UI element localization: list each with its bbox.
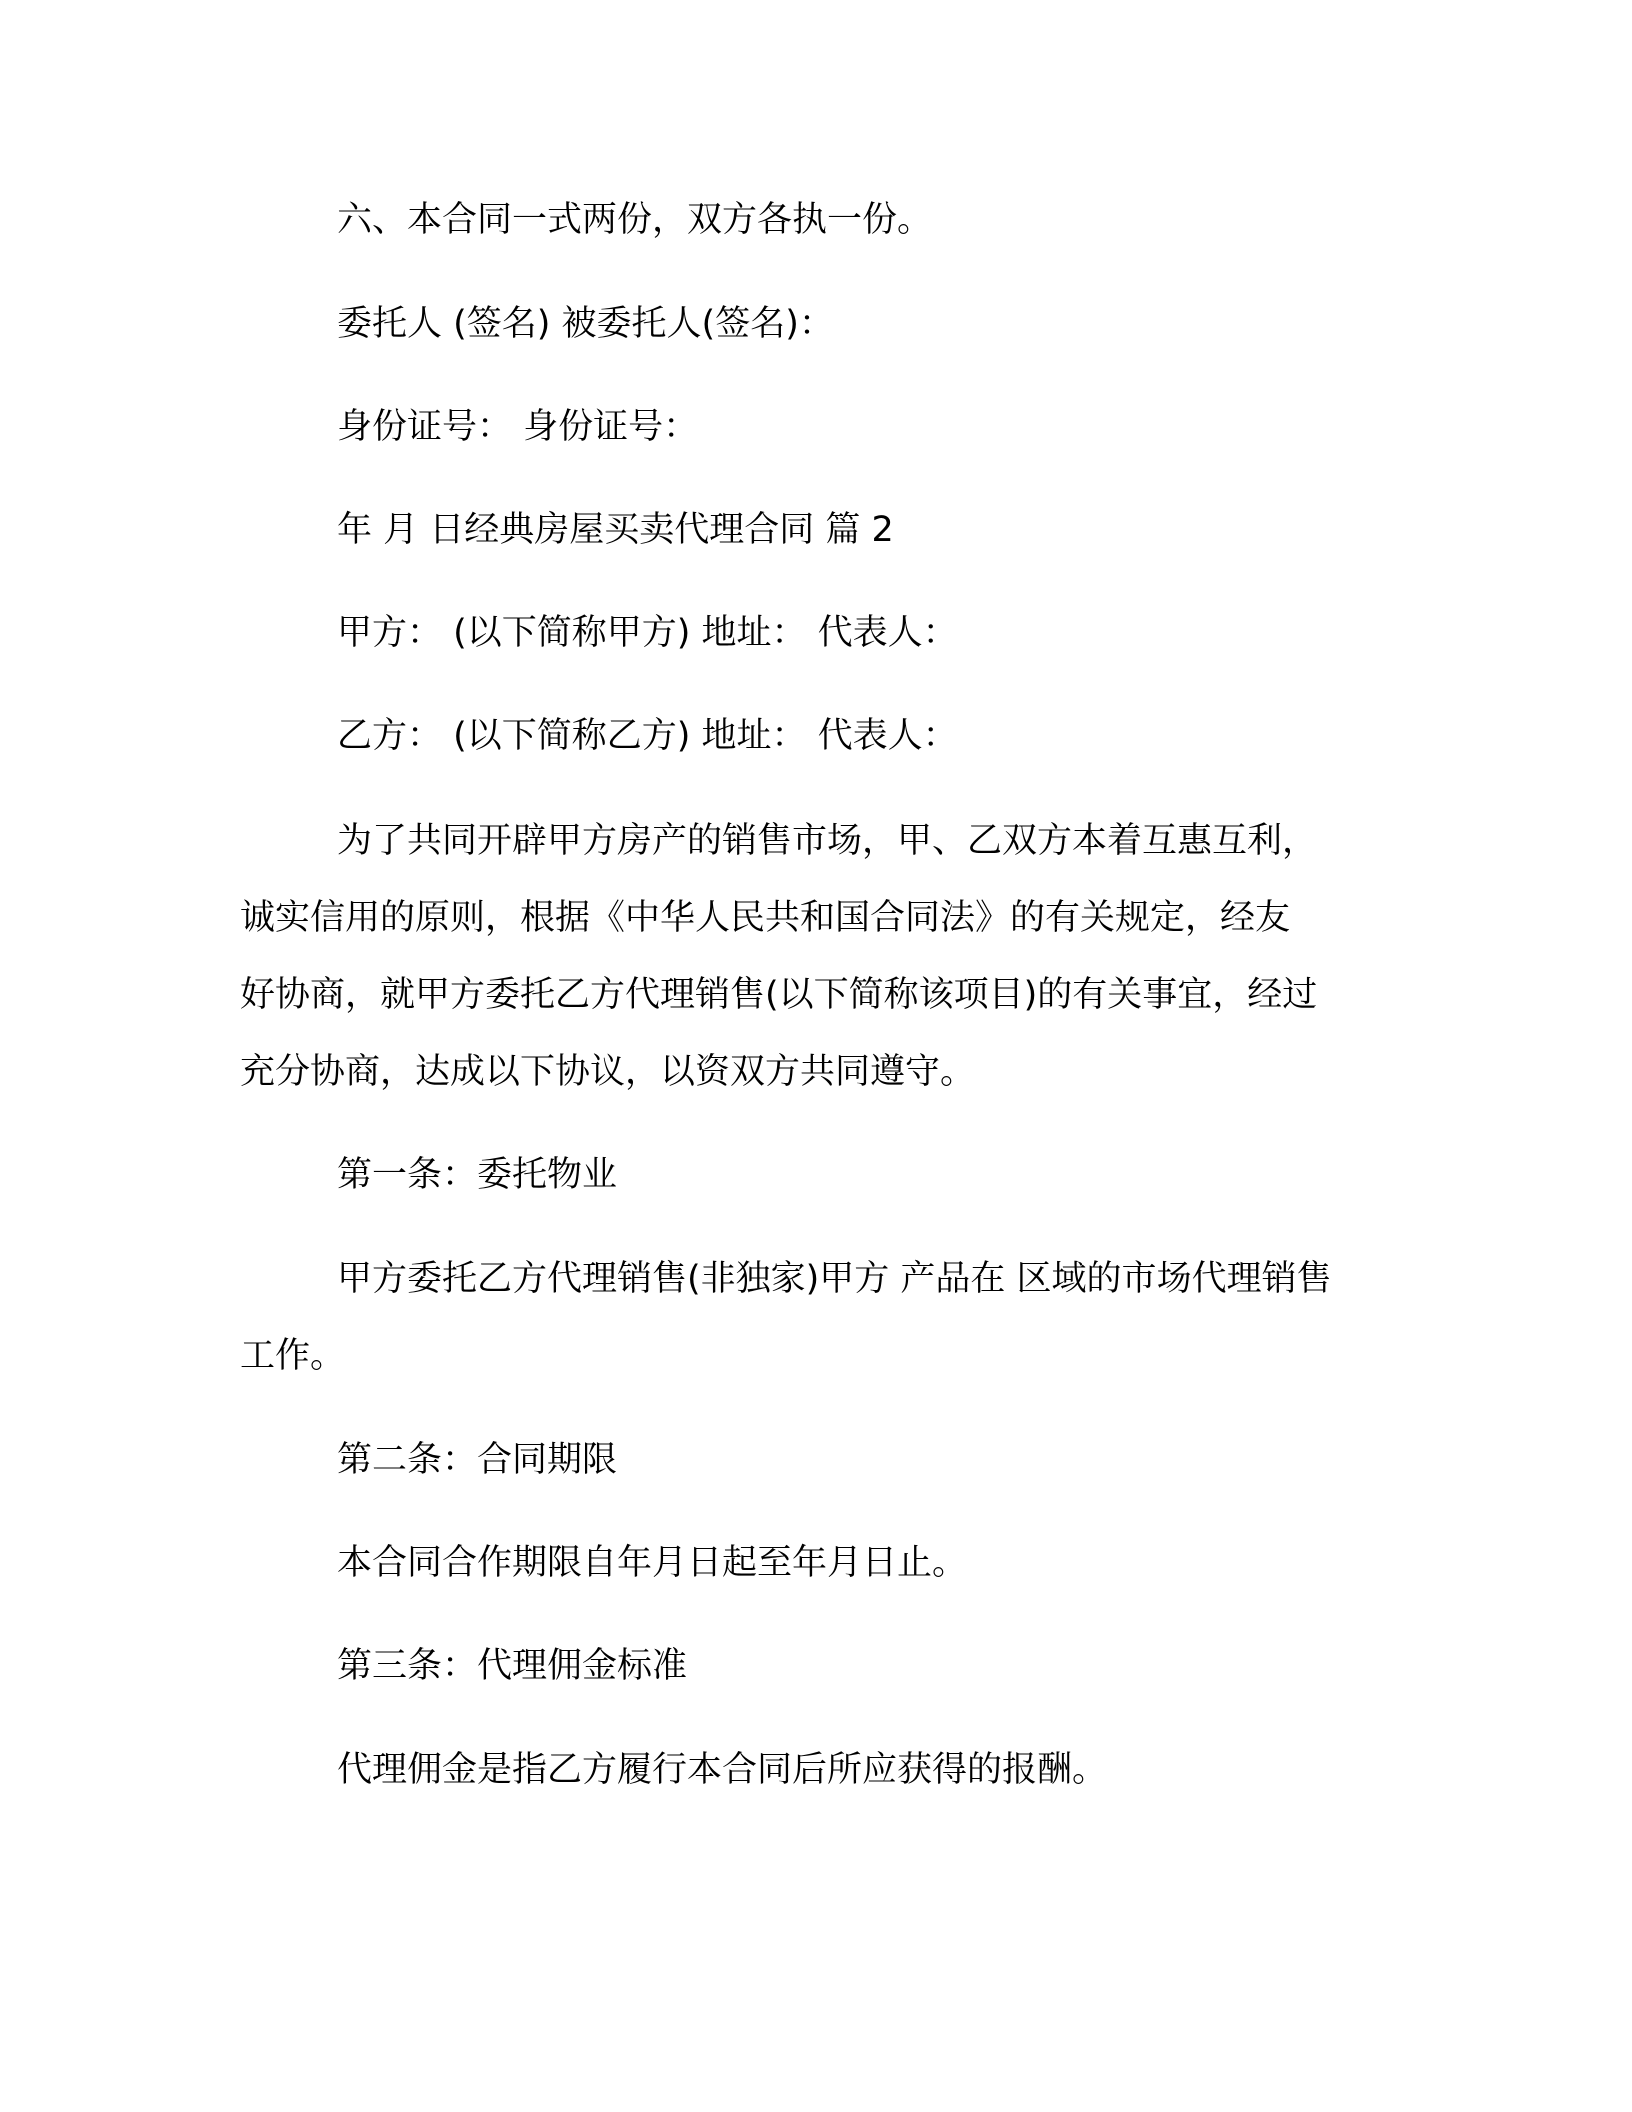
- signature-line: 委托人 (签名) 被委托人(签名)：: [337, 304, 834, 344]
- preamble-line-3: 好协商，就甲方委托乙方代理销售(以下简称该项目)的有关事宜，经过: [240, 975, 1318, 1015]
- article-1-text-line-1: 甲方委托乙方代理销售(非独家)甲方 产品在 区域的市场代理销售: [337, 1259, 1332, 1299]
- clause-6-copies: 六、本合同一式两份，双方各执一份。: [337, 200, 933, 240]
- preamble-line-4: 充分协商，达成以下协议，以资双方共同遵守。: [240, 1052, 976, 1092]
- article-2-text: 本合同合作期限自年月日起至年月日止。: [337, 1543, 968, 1583]
- article-3-text: 代理佣金是指乙方履行本合同后所应获得的报酬。: [337, 1750, 1108, 1790]
- article-3-heading: 第三条：代理佣金标准: [337, 1646, 688, 1686]
- article-1-heading: 第一条：委托物业: [337, 1155, 618, 1195]
- date-and-title-line: 年 月 日经典房屋买卖代理合同 篇 2: [337, 510, 894, 550]
- article-1-text-line-2: 工作。: [240, 1336, 346, 1376]
- party-b-line: 乙方： (以下简称乙方) 地址： 代表人：: [337, 716, 958, 756]
- party-a-line: 甲方： (以下简称甲方) 地址： 代表人：: [337, 613, 958, 653]
- preamble-line-1: 为了共同开辟甲方房产的销售市场，甲、乙双方本着互惠互利，: [337, 821, 1318, 861]
- id-number-line: 身份证号： 身份证号：: [337, 407, 699, 447]
- article-2-heading: 第二条：合同期限: [337, 1440, 618, 1480]
- preamble-line-2: 诚实信用的原则，根据《中华人民共和国合同法》的有关规定，经友: [240, 898, 1291, 938]
